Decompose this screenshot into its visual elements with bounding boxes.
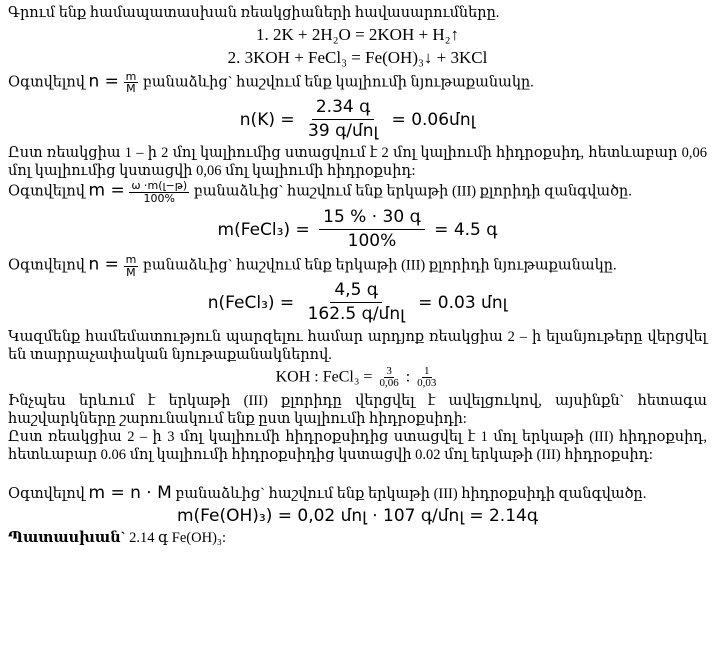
reaction-1: 1. 2K + 2H₂O = 2KOH + H₂↑ [255,25,460,45]
answer-value: 2.14 գ Fe(OH)₃: [125,530,226,546]
paragraph-reaction-1: Ըստ ռեակցիա 1 – ի 2 մոլ կալիումից ստացվում է 2 մոլ կալիումի հիդրօքսիդ, հետևաբար 0,06 մոլ կալիումից կստացվի 0,06 մոլ կալիումի հիդրօքսիդ: [8,145,707,180]
answer-label: Պատասխան` [8,530,126,546]
blank-line [8,465,707,483]
formula-m-fraction: $\frac{\text{ω ⋅m(լ−թ)}}{100\%}$ [131,179,188,206]
equation-n-k: n(K) = $\frac{\text{2.34 գ}}{\text{39 գ/մոլ}}$ = 0.06մոլ [239,96,476,141]
formula-n-line: Օգտվելով n = $\frac{m}{M}$ բանաձևից` հաշվում ենք կալիումի նյութաքանակը. [8,69,534,96]
formula-n-fraction: $\frac{m}{M}$ [125,69,137,96]
equation-n-fecl3: n(FeCl₃) = $\frac{\text{4,5 գ}}{\text{162.5 գ/մոլ}}$ = 0.03 մոլ [207,280,508,325]
equation-m-fecl3: m(FeCl₃) = $\frac{\text{15 \% ⋅ 30 գ}}{100\%}$ = 4.5 գ [217,206,498,251]
formula-n-line-2: Օգտվելով n = $\frac{m}{M}$ բանաձևից` հաշվում ենք երկաթի (III) քլորիդի նյութաքանակը. [8,253,617,279]
formula-mnm-line: Օգտվելով m = n ⋅ M բանաձևից` հաշվում ենք երկաթի (III) հիդրօքսիդի զանգվածը. [8,482,647,503]
formula-m-line: Օգտվելով m = $\frac{\text{ω ⋅m(լ−թ)}}{100\%}$ բանաձևից` հաշվում ենք երկաթի (III) քլորիդի զանգվածը. [8,179,632,206]
equation-final: m(Fe(OH)₃) = 0,02 մոլ ⋅ 107 գ/մոլ = 2.14գ [176,505,539,526]
ratio-equation: KOH : FeCl₃ = $\frac{3}{0,06}$ : $\frac{1}{0,03}$ [275,364,437,390]
formula-n-lhs: n = [88,71,119,91]
intro-text: Գրում ենք համապատասխան ռեակցիաների հավասարումները. [8,5,500,21]
paragraph-reaction-2: Ըստ ռեակցիա 2 – ի 3 մոլ կալիումի հիդրօքսիդից ստացվել է 1 մոլ երկաթի (III) հիդրօքսիդ, հետևաբար 0.06 մոլ կալիումի հիդրօքսիդից կստացվի 0.02 մոլ երկաթի (III) հիդրօքսիդ: [8,429,707,464]
paragraph-deficit: Ինչպես երևում է երկաթի (III) քլորիդը վերցվել է ավելցուկով, այսինքն` հետագա հաշվարկները շարունակում ենք ըստ կալիումի հիդրօքսիդի: [8,393,707,428]
answer-line [8,529,707,547]
reaction-2: 2. 3KOH + FeCl₃ = Fe(OH)₃↓ + 3KCl [227,48,488,68]
paragraph-excess: Կազմենք համեմատություն պարզելու համար արդյոք ռեակցիա 2 – ի ելանյութերը վերցվել են տարրաչափական նյութաքանակներով. [8,328,707,363]
